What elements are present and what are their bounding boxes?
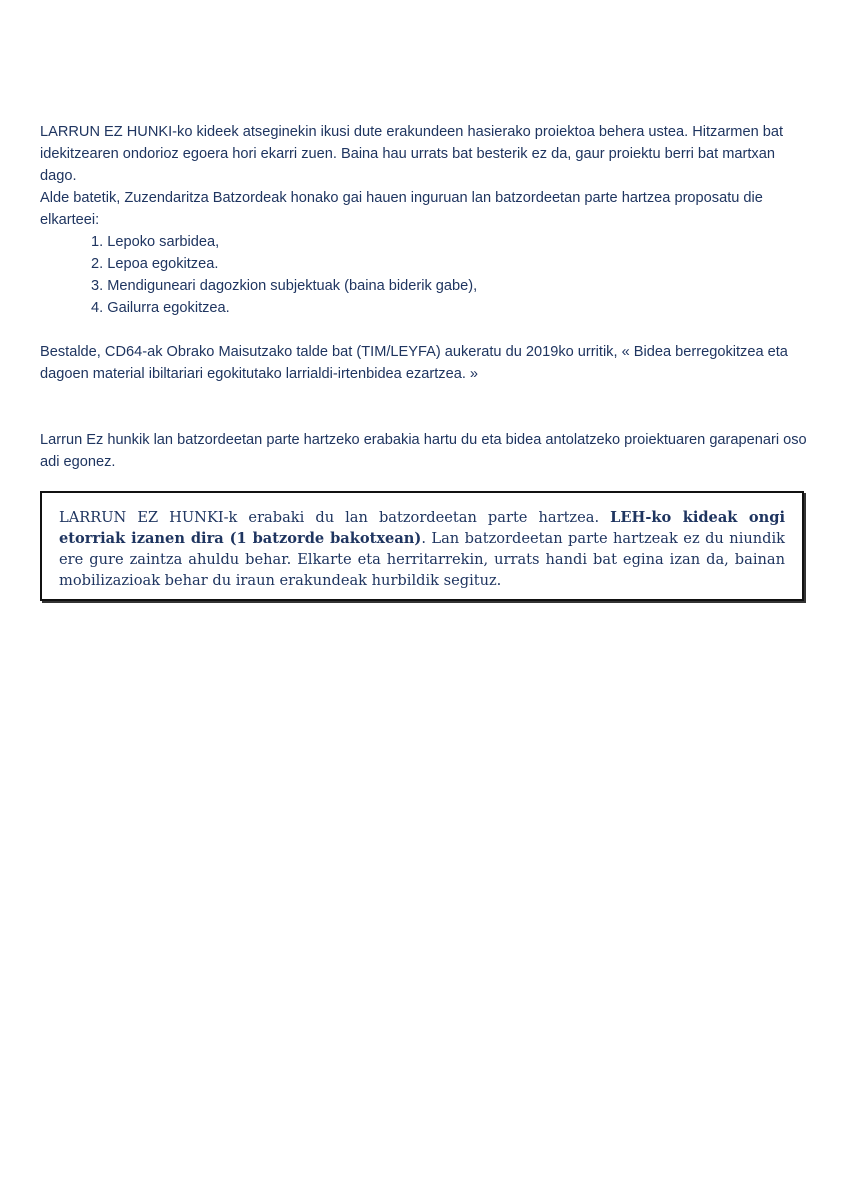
cd64-paragraph: Bestalde, CD64-ak Obrako Maisutzako talde bat (TIM/LEYFA) aukeratu du 2019ko urritik, « Bidea berregokitzea eta dagoen material ibiltariari egokitutako larrialdi-irtenbidea ezartzea. » (40, 344, 788, 382)
list-item: 4. Gailurra egokitzea. (91, 300, 230, 316)
highlight-text-part1: LARRUN EZ HUNKI-k erabaki du lan batzordeetan parte hartzea. (59, 509, 611, 526)
list-item: 3. Mendiguneari dagozkion subjektuak (baina biderik gabe), (91, 278, 478, 294)
highlight-text-part2: . Lan batzordeetan parte hartzeak ez du niundik ere gure zaintza ahuldu behar. Elkarte eta herritarrekin, urrats handi bat egina izan da, bainan mobilizazioak behar du iraun erakundeak hurbildik segituz. (59, 530, 786, 589)
decision-paragraph: Larrun Ez hunkik lan batzordeetan parte hartzeko erabakia hartu du eta bidea antolatzeko proiektuaren garapenari oso adi egonez. (40, 432, 807, 470)
highlight-text-bold: LEH-ko kideak ongi etorriak izanen dira (1 batzorde bakotxean) (59, 509, 785, 547)
list-item: 2. Lepoa egokitzea. (91, 256, 219, 272)
spacer (40, 385, 810, 429)
highlight-text (59, 507, 785, 591)
list-item: 1. Lepoko sarbidea, (91, 234, 220, 250)
proposal-paragraph: Alde batetik, Zuzendaritza Batzordeak honako gai hauen inguruan lan batzordeetan parte hartzea proposatu die elkarteei: (40, 190, 763, 228)
highlight-box (40, 491, 804, 601)
intro-paragraph: LARRUN EZ HUNKI-ko kideek atseginekin ikusi dute erakundeen hasierako proiektoa behera ustea. Hitzarmen bat idekitzearen ondorioz egoera hori ekarri zuen. Baina hau urrats bat besterik ez da, gaur proiektu berri bat martxan dago. (40, 124, 784, 184)
spacer (40, 319, 810, 341)
document-body (40, 121, 810, 473)
topic-list (40, 231, 810, 319)
